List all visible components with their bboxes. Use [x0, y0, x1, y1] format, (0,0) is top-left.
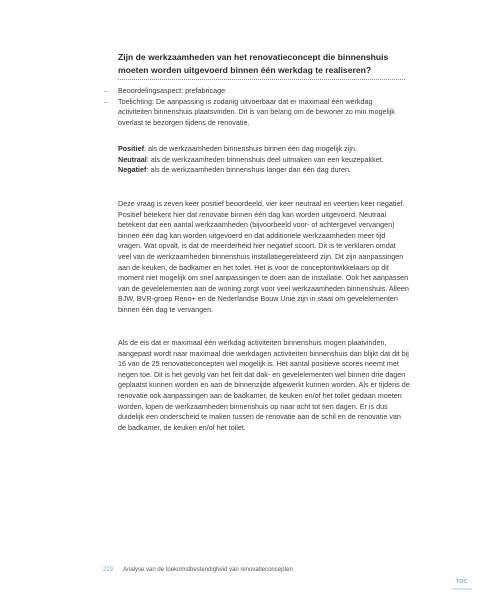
- footer-title: Analyse van de toekomstbestendigheid van renovatieconcepten: [123, 567, 293, 573]
- verdict-negative: [118, 165, 418, 176]
- bullet-dash: –: [104, 96, 108, 106]
- toc-underline: [452, 588, 472, 590]
- toc-link[interactable]: TOC: [456, 579, 468, 585]
- verdict-positive: [118, 144, 418, 155]
- bullet-text: Toelichting: De aanpassing is zodanig uitvoerbaar dat er maximaal één werkdag activiteiten binnenshuis plaatsvinden. Dit is van belang om de bewoner zo min mogelijk overlast te bezorgen tijdens de renovatie.: [118, 96, 395, 127]
- verdict-neutral: [118, 155, 418, 166]
- verdict-text: : als de werkzaamheden binnenshuis binnen één dag mogelijk zijn.: [143, 144, 357, 153]
- verdict-label: Positief: [118, 144, 144, 153]
- dotted-divider: [118, 79, 405, 80]
- verdict-text: : als de werkzaamheden binnenshuis langer dan één dag duren.: [146, 165, 351, 175]
- bullet-item: [104, 97, 404, 129]
- verdict-label: Negatief: [118, 165, 147, 175]
- bullet-item: [104, 86, 404, 97]
- verdict-text: : als de werkzaamheden binnenshuis deel uitmaken van een keuzepakket.: [146, 154, 384, 164]
- page-number: 219: [103, 567, 114, 573]
- body-paragraph: Als de eis dat er maximaal één werkdag activiteiten binnenshuis mogen plaatvinden, aangepast wordt naar maximaal drie werkdagen activiteiten binnenshuis dan blijkt dat dit bij 16 van de 25 renovatieconcepten wel mogelijk is. Het aantal positieve scores neemt met negen toe. Dit is het gevolg van het feit dat dak- en gevelelementen wel binnen drie dagen geplaatst kunnen worden en aan de binnenzijde afgewerkt kunnen worden. Als er tijdens de renovatie ook aanpassingen aan de badkamer, de keuken en/of het toilet gedaan moeten worden, lopen de werkzaamheden binnenshuis op naar acht tot tien dagen. Er is dus duidelijk een onderscheid te maken tussen de renovatie aan de schil en de renovatie van de badkamer, de keuken en/of het toilet.: [118, 338, 410, 432]
- heading-line-1: Zijn de werkzaamheden van het renovatieconcept die binnenshuis: [118, 52, 389, 62]
- bullet-list: [104, 86, 404, 128]
- verdict-list: [118, 144, 418, 176]
- body-paragraph: Deze vraag is zeven keer positief beoordeeld, vier keer neutraal en veertien keer negatief. Positief betekent hier dat renovatie binnen één dag kan worden uitgevoerd. Neutraal betekent dat een aantal werkzaamheden (bijvoorbeeld voor- of achtergevel vervangen) binnen één dag kan worden uitgevoerd en dat additionele werkzaamheden meer tijd vragen. Wat opvalt, is dat de meerderheid hier negatief scoort. Dit is te verklaren omdat veel van de werkzaamheden binnenshuis installatiegerelateerd zijn. Dit zijn aanpassingen aan de keuken, de badkamer en het toilet. Het is voor de conceptontwikkelaars op dit moment niet mogelijk om snel aanpassingen te doen aan de installatie. Ook het aanpassen van de gevelelementen aan de woning zorgt voor veel werkzaamheden binnenshuis. Alleen BJW, BVR-groep Reno+ en de Nederlandse Bouw Unie zijn in staat om gevelelementen binnen één dag te vervangen.: [118, 199, 409, 314]
- section-question-heading: [118, 51, 418, 76]
- bullet-text: Beoordelingsaspect: prefabricage: [118, 86, 226, 95]
- heading-line-2: moeten worden uitgevoerd binnen één werkdag te realiseren?: [118, 64, 372, 75]
- bullet-dash: –: [104, 86, 108, 95]
- verdict-label: Neutraal: [118, 154, 147, 164]
